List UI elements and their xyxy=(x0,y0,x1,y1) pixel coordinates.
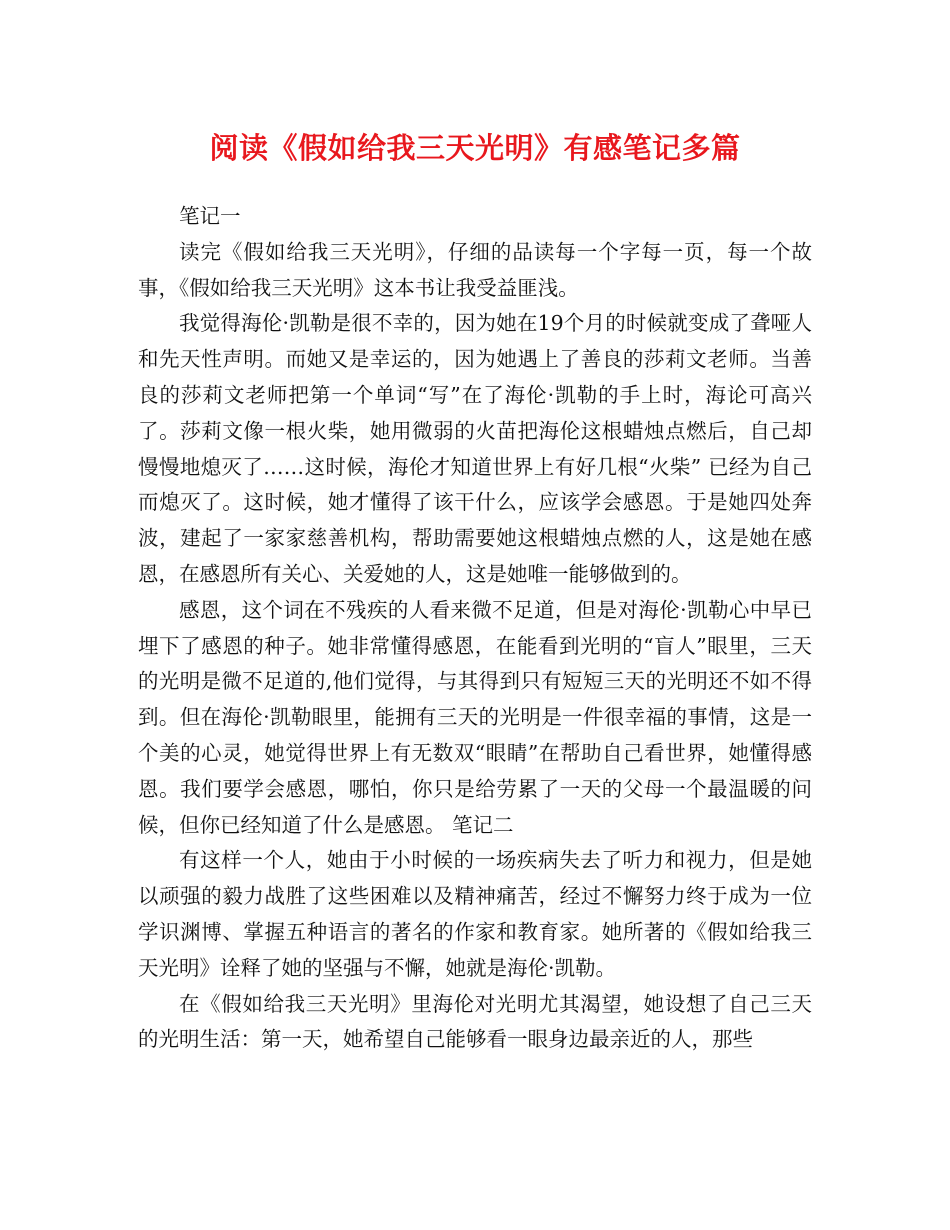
section-heading-note-one: 笔记一 xyxy=(179,204,241,228)
body-paragraph: 在《假如给我三天光明》里海伦对光明尤其渴望，她设想了自己三天的光明生活：第一天，她希望自己能够看一眼身边最亲近的人，那些 xyxy=(138,991,812,1052)
body-paragraph: 有这样一个人，她由于小时候的一场疾病失去了听力和视力，但是她以顽强的毅力战胜了这些困难以及精神痛苦，经过不懈努力终于成为一位学识渊博、掌握五种语言的著名的作家和教育家。她所著的《假如给我三天光明》诠释了她的坚强与不懈，她就是海伦·凯勒。 xyxy=(138,848,812,980)
document-title: 阅读《假如给我三天光明》有感笔记多篇 xyxy=(209,131,741,165)
body-paragraph: 感恩，这个词在不残疾的人看来微不足道，但是对海伦·凯勒心中早已埋下了感恩的种子。她非常懂得感恩，在能看到光明的“盲人”眼里，三天的光明是微不足道的,他们觉得，与其得到只有短短三天的光明还不如不得到。但在海伦·凯勒眼里，能拥有三天的光明是一件很幸福的事情，这是一个美的心灵，她觉得世界上有无数双“眼睛”在帮助自己看世界，她懂得感恩。我们要学会感恩，哪怕，你只是给劳累了一天的父母一个最温暖的问候，但你已经知道了什么是感恩。 笔记二 xyxy=(138,597,812,837)
body-paragraph: 读完《假如给我三天光明》，仔细的品读每一个字每一页，每一个故事，《假如给我三天光明》这本书让我受益匪浅。 xyxy=(138,239,812,300)
document-body xyxy=(138,199,812,1058)
body-paragraph: 我觉得海伦·凯勒是很不幸的，因为她在19个月的时候就变成了聋哑人和先天性声明。而她又是幸运的，因为她遇上了善良的莎莉文老师。当善良的莎莉文老师把第一个单词“写”在了海伦·凯勒的手上时，海论可高兴了。莎莉文像一根火柴，她用微弱的火苗把海伦这根蜡烛点燃后，自己却慢慢地熄灭了……这时候，海伦才知道世界上有好几根“火柴” 已经为自己而熄灭了。这时候，她才懂得了该干什么，应该学会感恩。于是她四处奔波，建起了一家家慈善机构，帮助需要她这根蜡烛点燃的人，这是她在感恩，在感恩所有关心、关爱她的人，这是她唯一能够做到的。 xyxy=(138,311,812,586)
